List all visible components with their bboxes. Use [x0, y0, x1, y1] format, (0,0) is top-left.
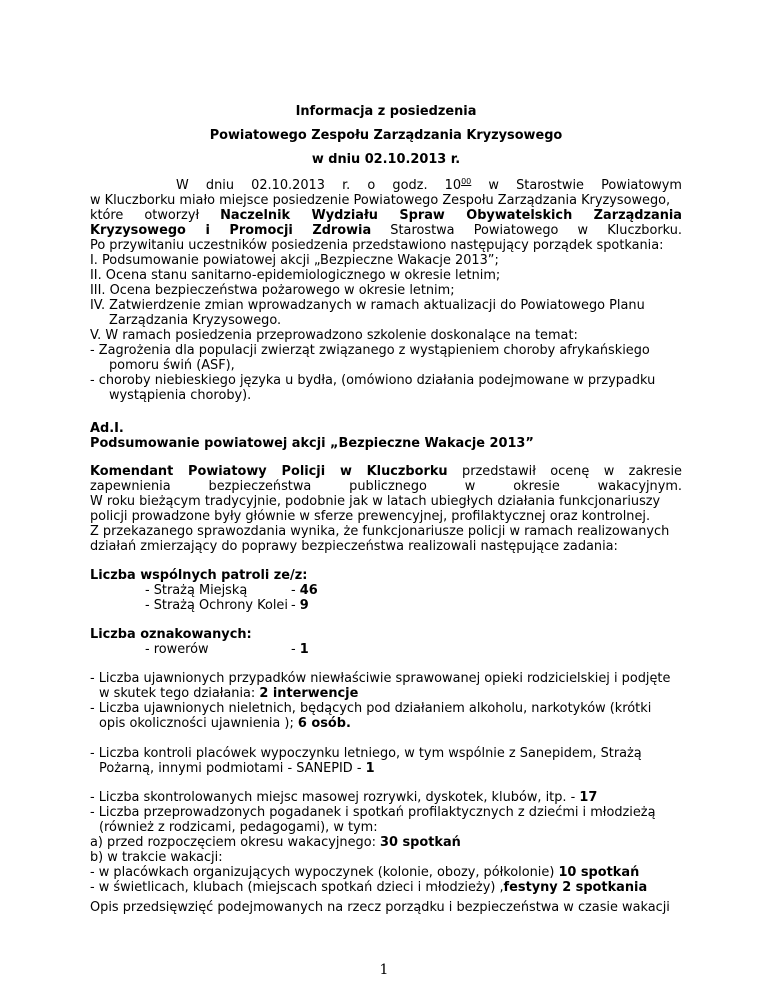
stat-line: - Liczba kontroli placówek wypoczynku letniego, w tym wspólnie z Sanepidem, Strażą	[90, 746, 642, 761]
agenda-item: III. Ocena bezpieczeństwa pożarowego w okresie letnim;	[90, 283, 455, 298]
title-line-1: Informacja z posiedzenia	[295, 104, 477, 119]
section-subheading: Podsumowanie powiatowej akcji „Bezpieczne Wakacje 2013”	[90, 436, 534, 451]
intro-line-4: Kryzysowego i Promocji Zdrowia Starostwa Powiatowego w Kluczborku.	[90, 223, 682, 238]
agenda-item: IV. Zatwierdzenie zmian wprowadzanych w ramach aktualizacji do Powiatowego Planu	[90, 298, 645, 313]
stat-line: a) przed rozpoczęciem okresu wakacyjnego: 30 spotkań	[90, 835, 461, 850]
komendant-line-4: policji prowadzone były głównie w sferze prewencyjnej, profilaktycznej oraz kontrolnej.	[90, 509, 651, 524]
stat-line: (również z rodzicami, pedagogami), w tym:	[99, 820, 378, 835]
agenda-item: - choroby niebieskiego języka u bydła, (omówiono działania podejmowane w przypadku	[90, 373, 656, 388]
intro-line-1: W dniu 02.10.2013 r. o godz. $10^{00}$ w Starostwie Powiatowym	[176, 177, 682, 193]
agenda-item: II. Ocena stanu sanitarno-epidemiologicznego w okresie letnim;	[90, 268, 501, 283]
page-number: 1	[379, 962, 389, 978]
patrol-row: - Strażą Ochrony Kolei - 9	[145, 598, 309, 613]
stat-line: - Liczba skontrolowanych miejsc masowej rozrywki, dyskotek, klubów, itp. - 17	[90, 790, 598, 805]
marked-row: - rowerów - 1	[145, 642, 309, 657]
stat-line: - Liczba ujawnionych nieletnich, będących pod działaniem alkoholu, narkotyków (krótki	[90, 701, 652, 716]
agenda-item: Zarządzania Kryzysowego.	[109, 313, 282, 328]
intro-line-5: Po przywitaniu uczestników posiedzenia przedstawiono następujący porządek spotkania:	[90, 238, 664, 253]
agenda-item: wystąpienia choroby).	[109, 388, 252, 403]
marked-heading: Liczba oznakowanych:	[90, 627, 252, 642]
komendant-line-6: działań zmierzający do poprawy bezpieczeństwa realizowali następujące zadania:	[90, 539, 618, 554]
stat-line: b) w trakcie wakacji:	[90, 850, 223, 865]
section-heading: Ad.I.	[90, 421, 124, 436]
intro-line-3: które otworzył Naczelnik Wydziału Spraw Obywatelskich Zarządzania	[90, 208, 682, 223]
patrols-heading: Liczba wspólnych patroli ze/z:	[90, 568, 308, 583]
komendant-line-1: Komendant Powiatowy Policji w Kluczborku przedstawił ocenę w zakresie	[90, 464, 682, 479]
stat-line: w skutek tego działania: 2 interwencje	[99, 686, 359, 701]
agenda-item: V. W ramach posiedzenia przeprowadzono szkolenie doskonalące na temat:	[90, 328, 578, 343]
komendant-line-2: zapewnienia bezpieczeństwa publicznego w okresie wakacyjnym.	[90, 479, 682, 494]
time-superscript: 00	[461, 177, 472, 186]
stat-line: - Liczba ujawnionych przypadków niewłaściwie sprawowanej opieki rodzicielskiej i podjęte	[90, 671, 671, 686]
stat-line: - Liczba przeprowadzonych pogadanek i spotkań profilaktycznych z dziećmi i młodzieżą	[90, 805, 656, 820]
agenda-item: - Zagrożenia dla populacji zwierząt związanego z wystąpieniem choroby afrykańskiego	[90, 343, 650, 358]
agenda-item: I. Podsumowanie powiatowej akcji „Bezpieczne Wakacje 2013”;	[90, 253, 499, 268]
stat-line: - w świetlicach, klubach (miejscach spotkań dzieci i młodzieży) ,festyny 2 spotkania	[90, 880, 648, 895]
title-line-3: w dniu 02.10.2013 r.	[311, 152, 461, 167]
stat-line: opis okoliczności ujawnienia ); 6 osób.	[99, 716, 351, 731]
komendant-line-5: Z przekazanego sprawozdania wynika, że funkcjonariusze policji w ramach realizowanych	[90, 524, 670, 539]
agenda-item: pomoru świń (ASF),	[109, 358, 235, 373]
stat-line: Pożarną, innymi podmiotami - SANEPID - 1	[99, 761, 375, 776]
komendant-line-3: W roku bieżącym tradycyjnie, podobnie jak w latach ubiegłych działania funkcjonariuszy	[90, 494, 661, 509]
stat-line: - w placówkach organizujących wypoczynek (kolonie, obozy, półkolonie) 10 spotkań	[90, 865, 640, 880]
closing-line: Opis przedsięwzięć podejmowanych na rzecz porządku i bezpieczeństwa w czasie wakacji	[90, 900, 670, 915]
title-line-2: Powiatowego Zespołu Zarządzania Kryzysowego	[209, 128, 563, 143]
patrol-row: - Strażą Miejską - 46	[145, 583, 318, 598]
intro-line-2: w Kluczborku miało miejsce posiedzenie Powiatowego Zespołu Zarządzania Kryzysowego,	[90, 193, 671, 208]
